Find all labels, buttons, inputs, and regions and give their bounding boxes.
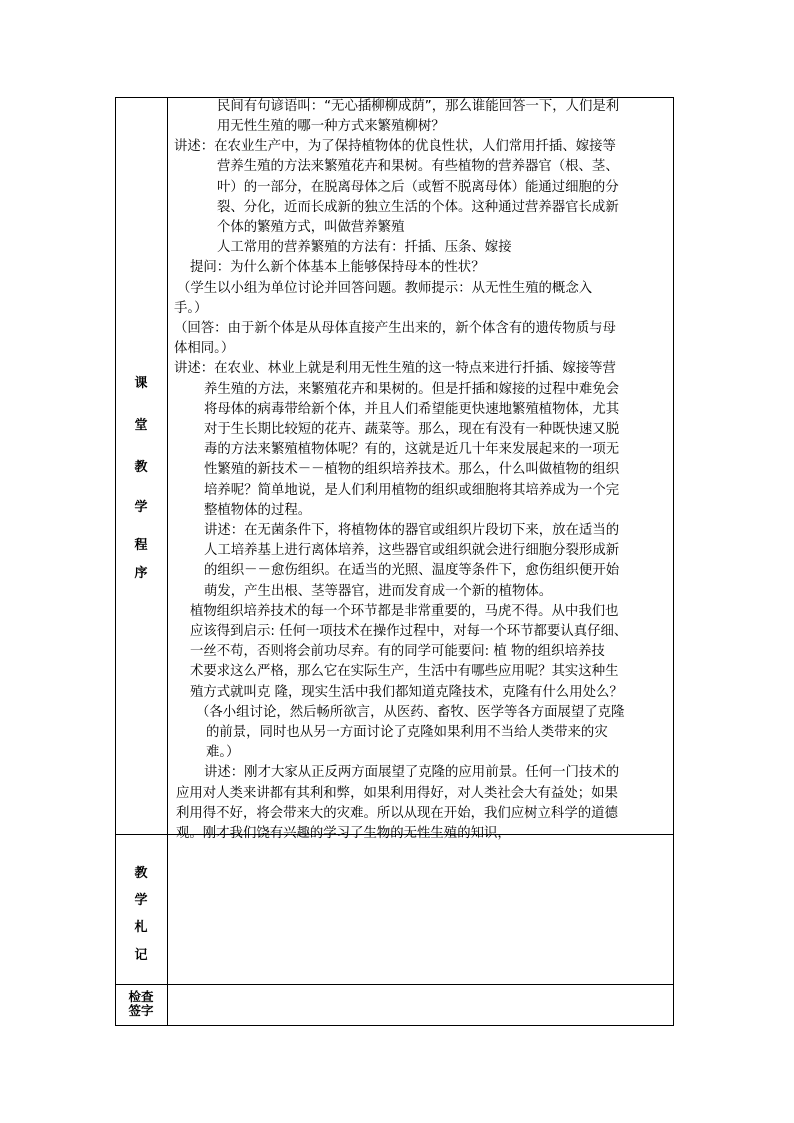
content-line: 殖方式就叫克 隆，现实生活中我们都知道克隆技术，克隆有什么用处么？	[190, 685, 623, 700]
content-line: 观。刚才我们饶有兴趣的学习了生物的无性生殖的知识，	[176, 826, 511, 841]
label-char: 记	[134, 948, 148, 963]
content-line: 讲述：在农业、林业上就是利用无性生殖的这一特点来进行扦插、嫁接等营	[174, 361, 616, 376]
content-line: 人工常用的营养繁殖的方法有：扦插、压条、嫁接	[217, 240, 512, 255]
label-char: 堂	[134, 418, 148, 433]
content-line: 的前景，同时也从另一方面讨论了克隆如果利用不当给人类带来的灾	[206, 725, 608, 740]
content-line: 裂、分化，近而长成新的独立生活的个体。这种通过营养器官长成新	[217, 200, 619, 215]
content-line: 讲述：在无菌条件下，将植物体的器官或组织片段切下来，放在适当的	[204, 523, 620, 538]
content-line: 毒的方法来繁殖植物体呢？有的，这就是近几十年来发展起来的一项无	[204, 442, 620, 457]
content-line: （学生以小组为单位讨论并回答问题。教师提示：从无性生殖的概念入	[177, 281, 593, 296]
label-char: 学	[134, 500, 148, 515]
content-line: 提问：为什么新个体基本上能够保持母本的性状？	[190, 260, 485, 275]
content-line: 叶）的一部分，在脱离母体之后（或暂不脱离母体）能通过细胞的分	[217, 180, 619, 195]
content-line: 手。）	[174, 301, 208, 316]
label-char: 札	[134, 920, 148, 935]
content-line: 萌发，产生出根、茎等器官，进而发育成一个新的植物体。	[204, 584, 553, 599]
label-char: 课	[134, 376, 148, 391]
content-line: 培养呢？简单地说，是人们利用植物的组织或细胞将其培养成为一个完	[204, 483, 620, 498]
content-line: 体相同。）	[174, 341, 235, 356]
content-line: 的组织－－愈伤组织。在适当的光照、温度等条件下，愈伤组织便开始	[204, 563, 620, 578]
content-line: 人工培养基上进行离体培养，这些器官或组织就会进行细胞分裂形成新	[204, 543, 620, 558]
content-line: （回答：由于新个体是从母体直接产生出来的，新个体含有的遗传物质与母	[174, 321, 616, 336]
label-char: 教	[134, 460, 148, 475]
label-line: 检查	[128, 989, 154, 1004]
content-line: 应用对人类来讲都有其利和弊，如果利用得好，对人类社会大有益处；如果	[176, 786, 618, 801]
content-line: 整植物体的过程。	[204, 503, 312, 518]
label-char: 序	[134, 566, 148, 581]
inspection-signature-area	[168, 985, 673, 1025]
teaching-notes-area	[168, 835, 673, 984]
content-line: 利用得不好，将会带来大的灾难。所以从现在开始，我们应树立科学的道德	[176, 806, 618, 821]
content-line: 对于生长期比较短的花卉、蔬菜等。那么，现在有没有一种既快速又脱	[204, 422, 620, 437]
content-line: 将母体的病毒带给新个体，并且人们希望能更快速地繁殖植物体，尤其	[204, 402, 620, 417]
content-line: 植物组织培养技术的每一个环节都是非常重要的，马虎不得。从中我们也	[190, 604, 619, 619]
content-line: 性繁殖的新技术－－植物的组织培养技术。那么，什么叫做植物的组织	[204, 462, 620, 477]
label-char: 教	[134, 866, 148, 881]
content-line: 讲述：在农业生产中，为了保持植物体的优良性状，人们常用扦插、嫁接等	[174, 139, 616, 154]
content-line: 一丝不苟，否则将会前功尽弃。有的同学可能要问: 植 物的组织培养技	[190, 644, 605, 659]
label-line: 签字	[128, 1003, 154, 1018]
content-line: 术要求这么严格，那么它在实际生产，生活中有哪些应用呢？其实这种生	[190, 664, 619, 679]
content-line: 民间有句谚语叫：“无心插柳柳成荫”，那么谁能回答一下，人们是利	[217, 99, 620, 114]
content-line: （各小组讨论，然后畅所欲言，从医药、畜牧、医学等各方面展望了克隆	[196, 705, 625, 720]
content-line: 应该得到启示: 任何一项技术在操作过程中，对每一个环节都要认真仔细、	[190, 624, 628, 639]
label-char: 学	[134, 893, 148, 908]
content-line: 用无性生殖的哪一种方式来繁殖柳树？	[217, 119, 445, 134]
content-line: 个体的繁殖方式，叫做营养繁殖	[217, 220, 405, 235]
content-line: 养生殖的方法，来繁殖花卉和果树的。但是扦插和嫁接的过程中难免会	[204, 382, 620, 397]
content-line: 讲述：刚才大家从正反两方面展望了克隆的应用前景。任何一门技术的	[204, 765, 620, 780]
content-line: 营养生殖的方法来繁殖花卉和果树。有些植物的营养器官（根、茎、	[217, 159, 619, 174]
content-line: 难。）	[206, 745, 240, 760]
label-char: 程	[134, 538, 148, 553]
